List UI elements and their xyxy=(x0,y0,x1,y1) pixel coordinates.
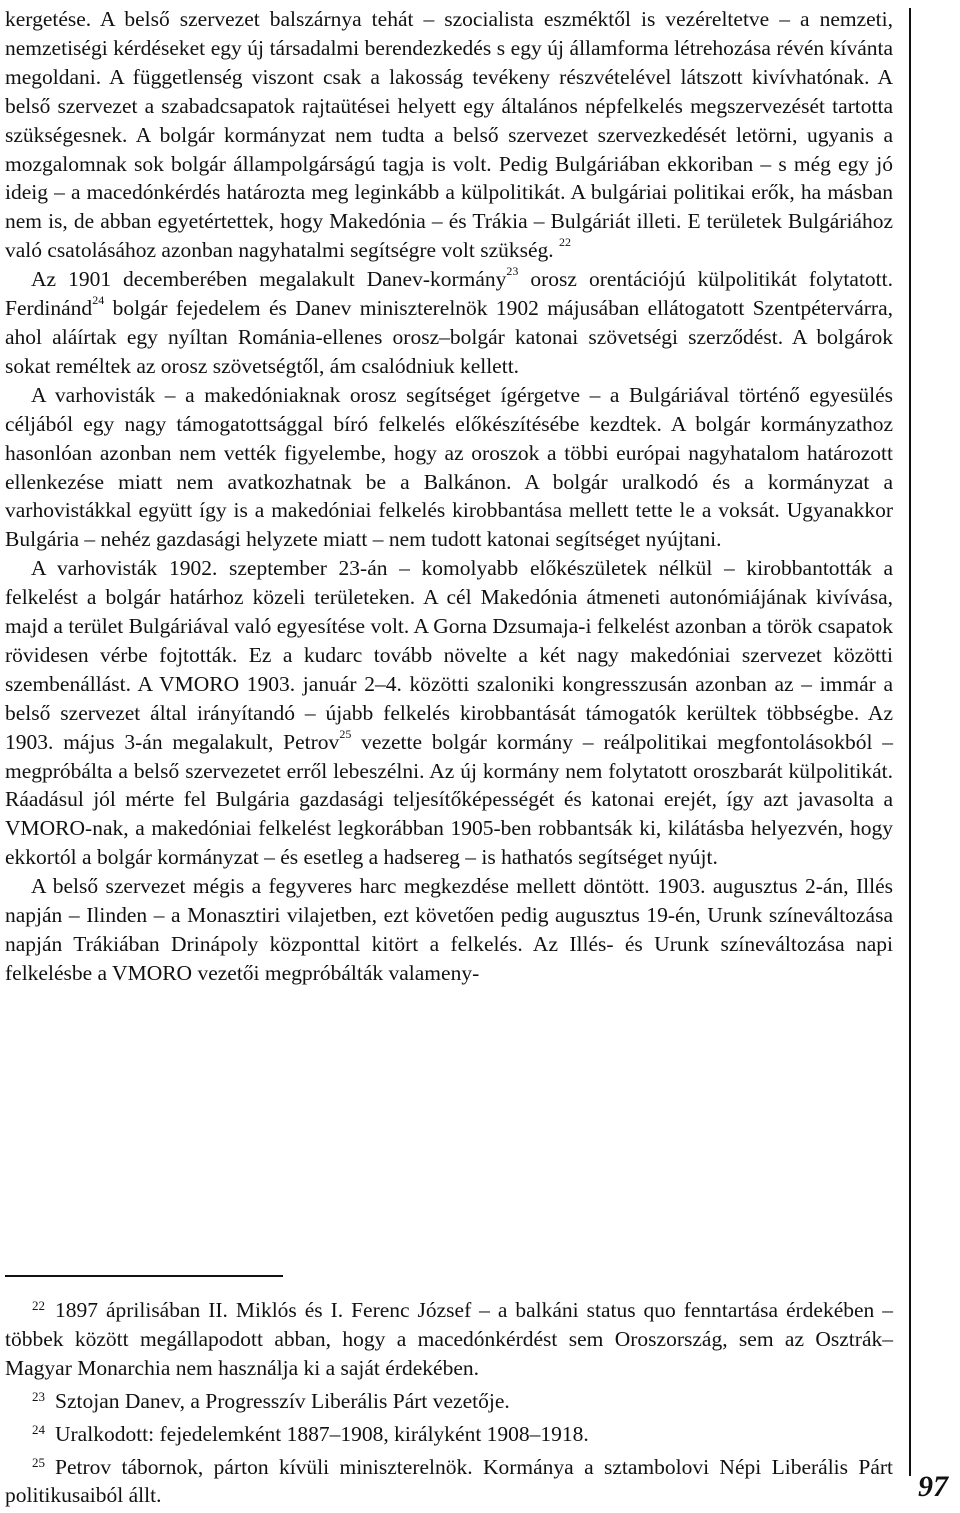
footnote-24 xyxy=(5,1416,893,1449)
paragraph-2 xyxy=(5,265,893,381)
paragraph-5 xyxy=(5,872,893,988)
paragraph-4 xyxy=(5,554,893,872)
footnote-separator xyxy=(5,1275,283,1277)
paragraph-2-text-b: orosz orentációjú külpolitikát folytatott. Ferdinánd xyxy=(5,267,893,321)
paragraph-2-text-c: bolgár fejedelem és Danev miniszterelnök 1902 májusában ellátogatott Szentpétervárra, ahol aláírtak egy nyíltan Románia-ellenes orosz–bolgár katonai szövetségi szerződést. A bolgárok sokat reméltek az orosz szövetségtől, ám csalódniuk kellett. xyxy=(5,296,893,378)
footnote-25 xyxy=(5,1449,893,1511)
footnote-23 xyxy=(5,1383,893,1416)
footnote-text: Sztojan Danev, a Progresszív Liberális Párt vezetője. xyxy=(55,1388,510,1413)
page-number: 97 xyxy=(918,1470,948,1503)
footnote-number: 25 xyxy=(32,1454,45,1470)
footnote-ref-24: 24 xyxy=(92,292,105,307)
footnote-text: Uralkodott: fejedelemként 1887–1908, királyként 1908–1918. xyxy=(55,1421,589,1446)
paragraph-5-text: A belső szervezet mégis a fegyveres harc megkezdése mellett döntött. 1903. augusztus 2-án, Illés napján – Ilinden – a Monasztiri vilajetben, ezt követően pedig augusztus 19-én, Urunk színeváltozása napján Trákiában Drinápoly központtal kitört a felkelés. Az Illés- és Urunk színeváltozása napi felkelésbe a VMORO vezetői megpróbálták valameny- xyxy=(5,874,893,985)
footnote-ref-23: 23 xyxy=(506,264,519,278)
footnote-number: 22 xyxy=(32,1298,45,1313)
footnote-22 xyxy=(5,1292,893,1383)
paragraph-1-text: kergetése. A belső szervezet balszárnya tehát – szocialista eszméktől is vezéreltetve – a nemzeti, nemzetiségi kérdéseket egy új társadalmi berendezkedés s egy új államforma létrehozása révén kívánta megoldani. A függetlenség viszont csak a lakosság tevékeny részvételével látszott kivívhatónak. A belső szervezet a szabadcsapatok rajtaütései helyett egy általános népfelkelés megszervezését tartotta szükségesnek. A bolgár kormányzat nem tudta a belső szervezet szervezkedését letörni, ugyanis a mozgalomnak sok bolgár állampolgárságú tagja is volt. Pedig Bulgáriában ekkoriban – s még egy jó ideig – a macedónkérdés határozta meg leginkább a külpolitikát. A bulgáriai politikai erők, ha másban nem is, de abban egyetértettek, hogy Makedónia – és Trákia – Bulgáriát illeti. E területek Bulgáriához való csatolásához azonban nagyhatalmi segítségre volt szükség. xyxy=(5,7,893,263)
footnote-text: Petrov tábornok, párton kívüli miniszterelnök. Kormánya a sztambolovi Népi Liberális Párt politikusaiból állt. xyxy=(5,1454,893,1508)
footnote-ref-22: 22 xyxy=(559,235,572,250)
paragraph-3 xyxy=(5,381,893,554)
footnote-number: 24 xyxy=(32,1421,45,1437)
footnote-ref-25: 25 xyxy=(339,726,352,741)
paragraph-4-text-b: vezette bolgár kormány – reálpolitikai megfontolásokból – megpróbálta a belső szervezetet erről lebeszélni. Az új kormány nem folytatott oroszbarát külpolitikát. Ráadásul jól mérte fel Bulgária gazdasági teljesítőképességét és katonai erejét, így azt javasolta a VMORO-nak, a makedóniai felkelést legkorábban 1905-ben robbantsák ki, kilátásba helyezvén, hogy ekkortól a bolgár kormányzat – és esetleg a hadsereg – is hathatós segítséget nyújt. xyxy=(5,729,894,870)
paragraph-4-text-a: A varhovisták 1902. szeptember 23-án – komolyabb előkészületek nélkül – kirobbantották a felkelést a bolgár határhoz közeli területeken. A cél Makedónia átmeneti autonómiájának kivívása, majd a terület Bulgáriával való egyesítése volt. A Gorna Dzsumaja-i felkelést azonban a török csapatok rövidesen vérbe fojtották. Ez a kudarc tovább növelte a két nagy makedóniai szervezet közötti szembenállást. A VMORO 1903. január 2–4. közötti szaloniki kongresszusán azonban az – immár a belső szervezet által irányítandó – újabb felkelés kirobbantását támogatók kerültek többségbe. Az 1903. május 3-án megalakult, Petrov xyxy=(5,556,893,754)
main-text xyxy=(5,5,893,988)
paragraph-2-text-a: Az 1901 decemberében megalakult Danev-kormány xyxy=(31,267,507,292)
footnote-text: 1897 áprilisában II. Miklós és I. Ferenc József – a balkáni status quo fenntartása érdekében – többek között megállapodott abban, hogy a macedónkérdést sem Oroszország, sem az Osztrák–Magyar Monarchia nem használja ki a saját érdekében. xyxy=(5,1298,893,1380)
margin-rule xyxy=(909,8,911,1476)
paragraph-1 xyxy=(5,5,893,265)
footnotes xyxy=(5,1292,893,1510)
paragraph-3-text: A varhovisták – a makedóniaknak orosz segítséget ígérgetve – a Bulgáriával történő egyesülés céljából egy nagy támogatottsággal bíró felkelés előkészítésébe kezdtek. A bolgár kormányzathoz hasonlóan azonban nem vették figyelembe, hogy az oroszok a többi európai nagyhatalom határozott ellenkezése miatt nem avatkozhatnak be a Balkánon. A bolgár uralkodó és a kormányzat a varhovistákkal együtt így is a makedóniai felkelés kirobbantása mellett tette le a voksát. Ugyanakkor Bulgária – nehéz gazdasági helyzete miatt – nem tudott katonai segítséget nyújtani. xyxy=(5,382,893,552)
footnote-number: 23 xyxy=(32,1388,45,1404)
